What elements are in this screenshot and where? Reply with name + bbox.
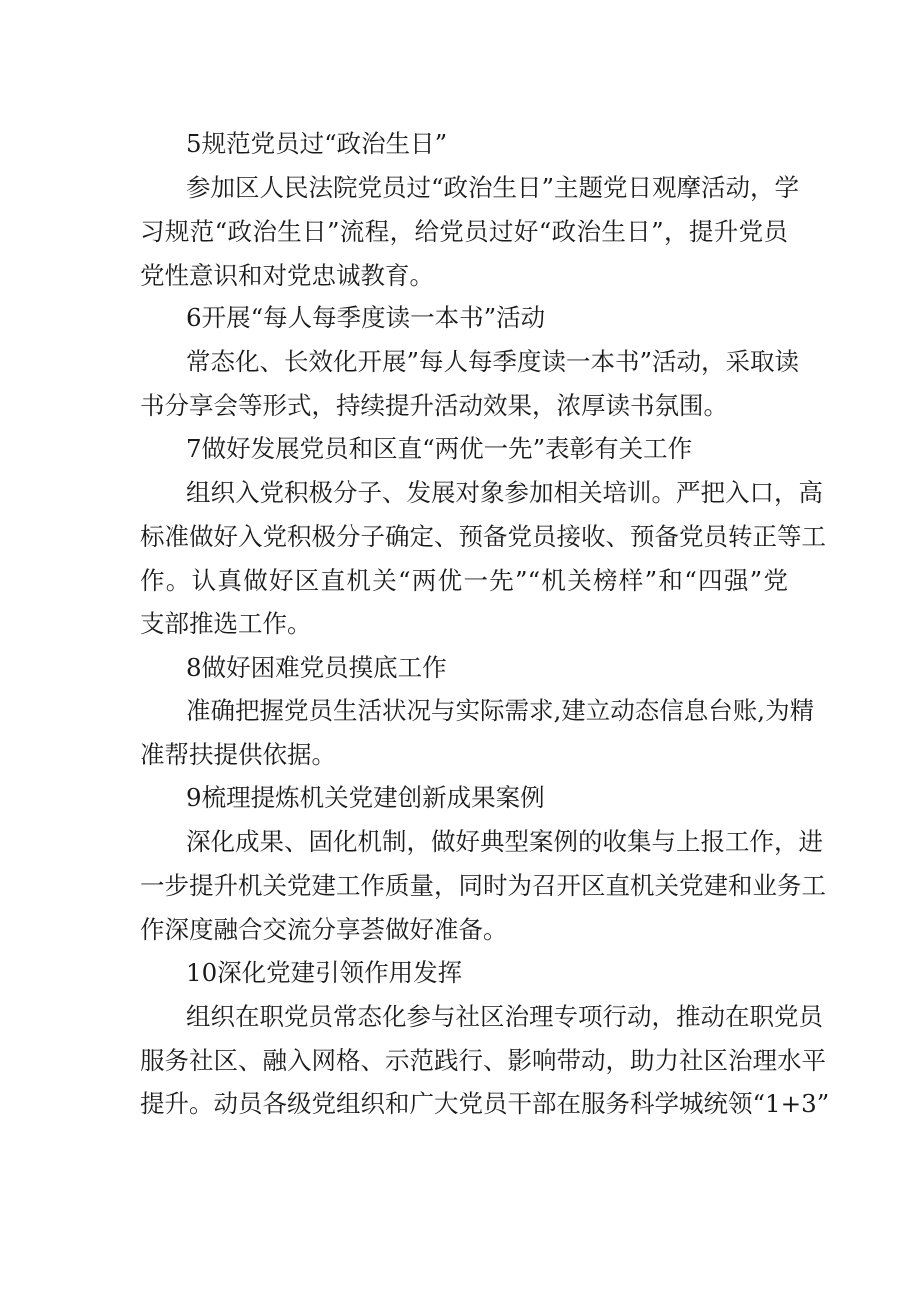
paragraph-line: 参加区人民法院党员过“政治生日”主题党日观摩活动，学 [186, 173, 800, 202]
paragraph-line: 书分享会等形式，持续提升活动效果，浓厚读书氛围。 [140, 391, 728, 420]
paragraph-line: 党性意识和对党忠诚教育。 [140, 261, 434, 290]
paragraph-line: 作深度融合交流分享荟做好准备。 [140, 915, 508, 944]
paragraph-line: 组织在职党员常态化参与社区治理专项行动，推动在职党员 [186, 1002, 823, 1031]
paragraph-line: 习规范“政治生日”流程，给党员过好“政治生日”，提升党员 [140, 217, 788, 246]
paragraph-line: 深化成果、固化机制，做好典型案例的收集与上报工作，进 [186, 827, 823, 856]
paragraph-line: 服务社区、融入网格、示范践行、影响带动，助力社区治理水平 [140, 1046, 826, 1075]
section-heading: 7做好发展党员和区直“两优一先”表彰有关工作 [186, 434, 693, 463]
paragraph-line: 标准做好入党积极分子确定、预备党员接收、预备党员转正等工 [140, 522, 826, 551]
paragraph-line: 组织入党积极分子、发展对象参加相关培训。严把入口，高 [186, 478, 823, 507]
paragraph-line: 提升。动员各级党组织和广大党员干部在服务科学城统领“1+3” [140, 1089, 830, 1118]
paragraph-line: 准帮扶提供依据。 [140, 740, 336, 769]
section-heading: 6开展“每人每季度读一本书”活动 [186, 303, 546, 332]
section-heading: 8做好困难党员摸底工作 [186, 653, 447, 682]
paragraph-line: 支部推选工作。 [140, 609, 312, 638]
paragraph-line: 常态化、长效化开展”每人每季度读一本书”活动，采取读 [186, 347, 800, 376]
paragraph-line: 作。认真做好区直机关“两优一先”“机关榜样”和“四强”党 [140, 566, 788, 595]
section-heading: 9梳理提炼机关党建创新成果案例 [186, 783, 545, 812]
paragraph-line: 一步提升机关党建工作质量，同时为召开区直机关党建和业务工 [140, 871, 826, 900]
paragraph-line: 准确把握党员生活状况与实际需求,建立动态信息台账,为精 [186, 696, 815, 725]
section-heading: 5规范党员过“政治生日” [186, 129, 448, 158]
section-heading: 10深化党建引领作用发挥 [186, 958, 463, 987]
